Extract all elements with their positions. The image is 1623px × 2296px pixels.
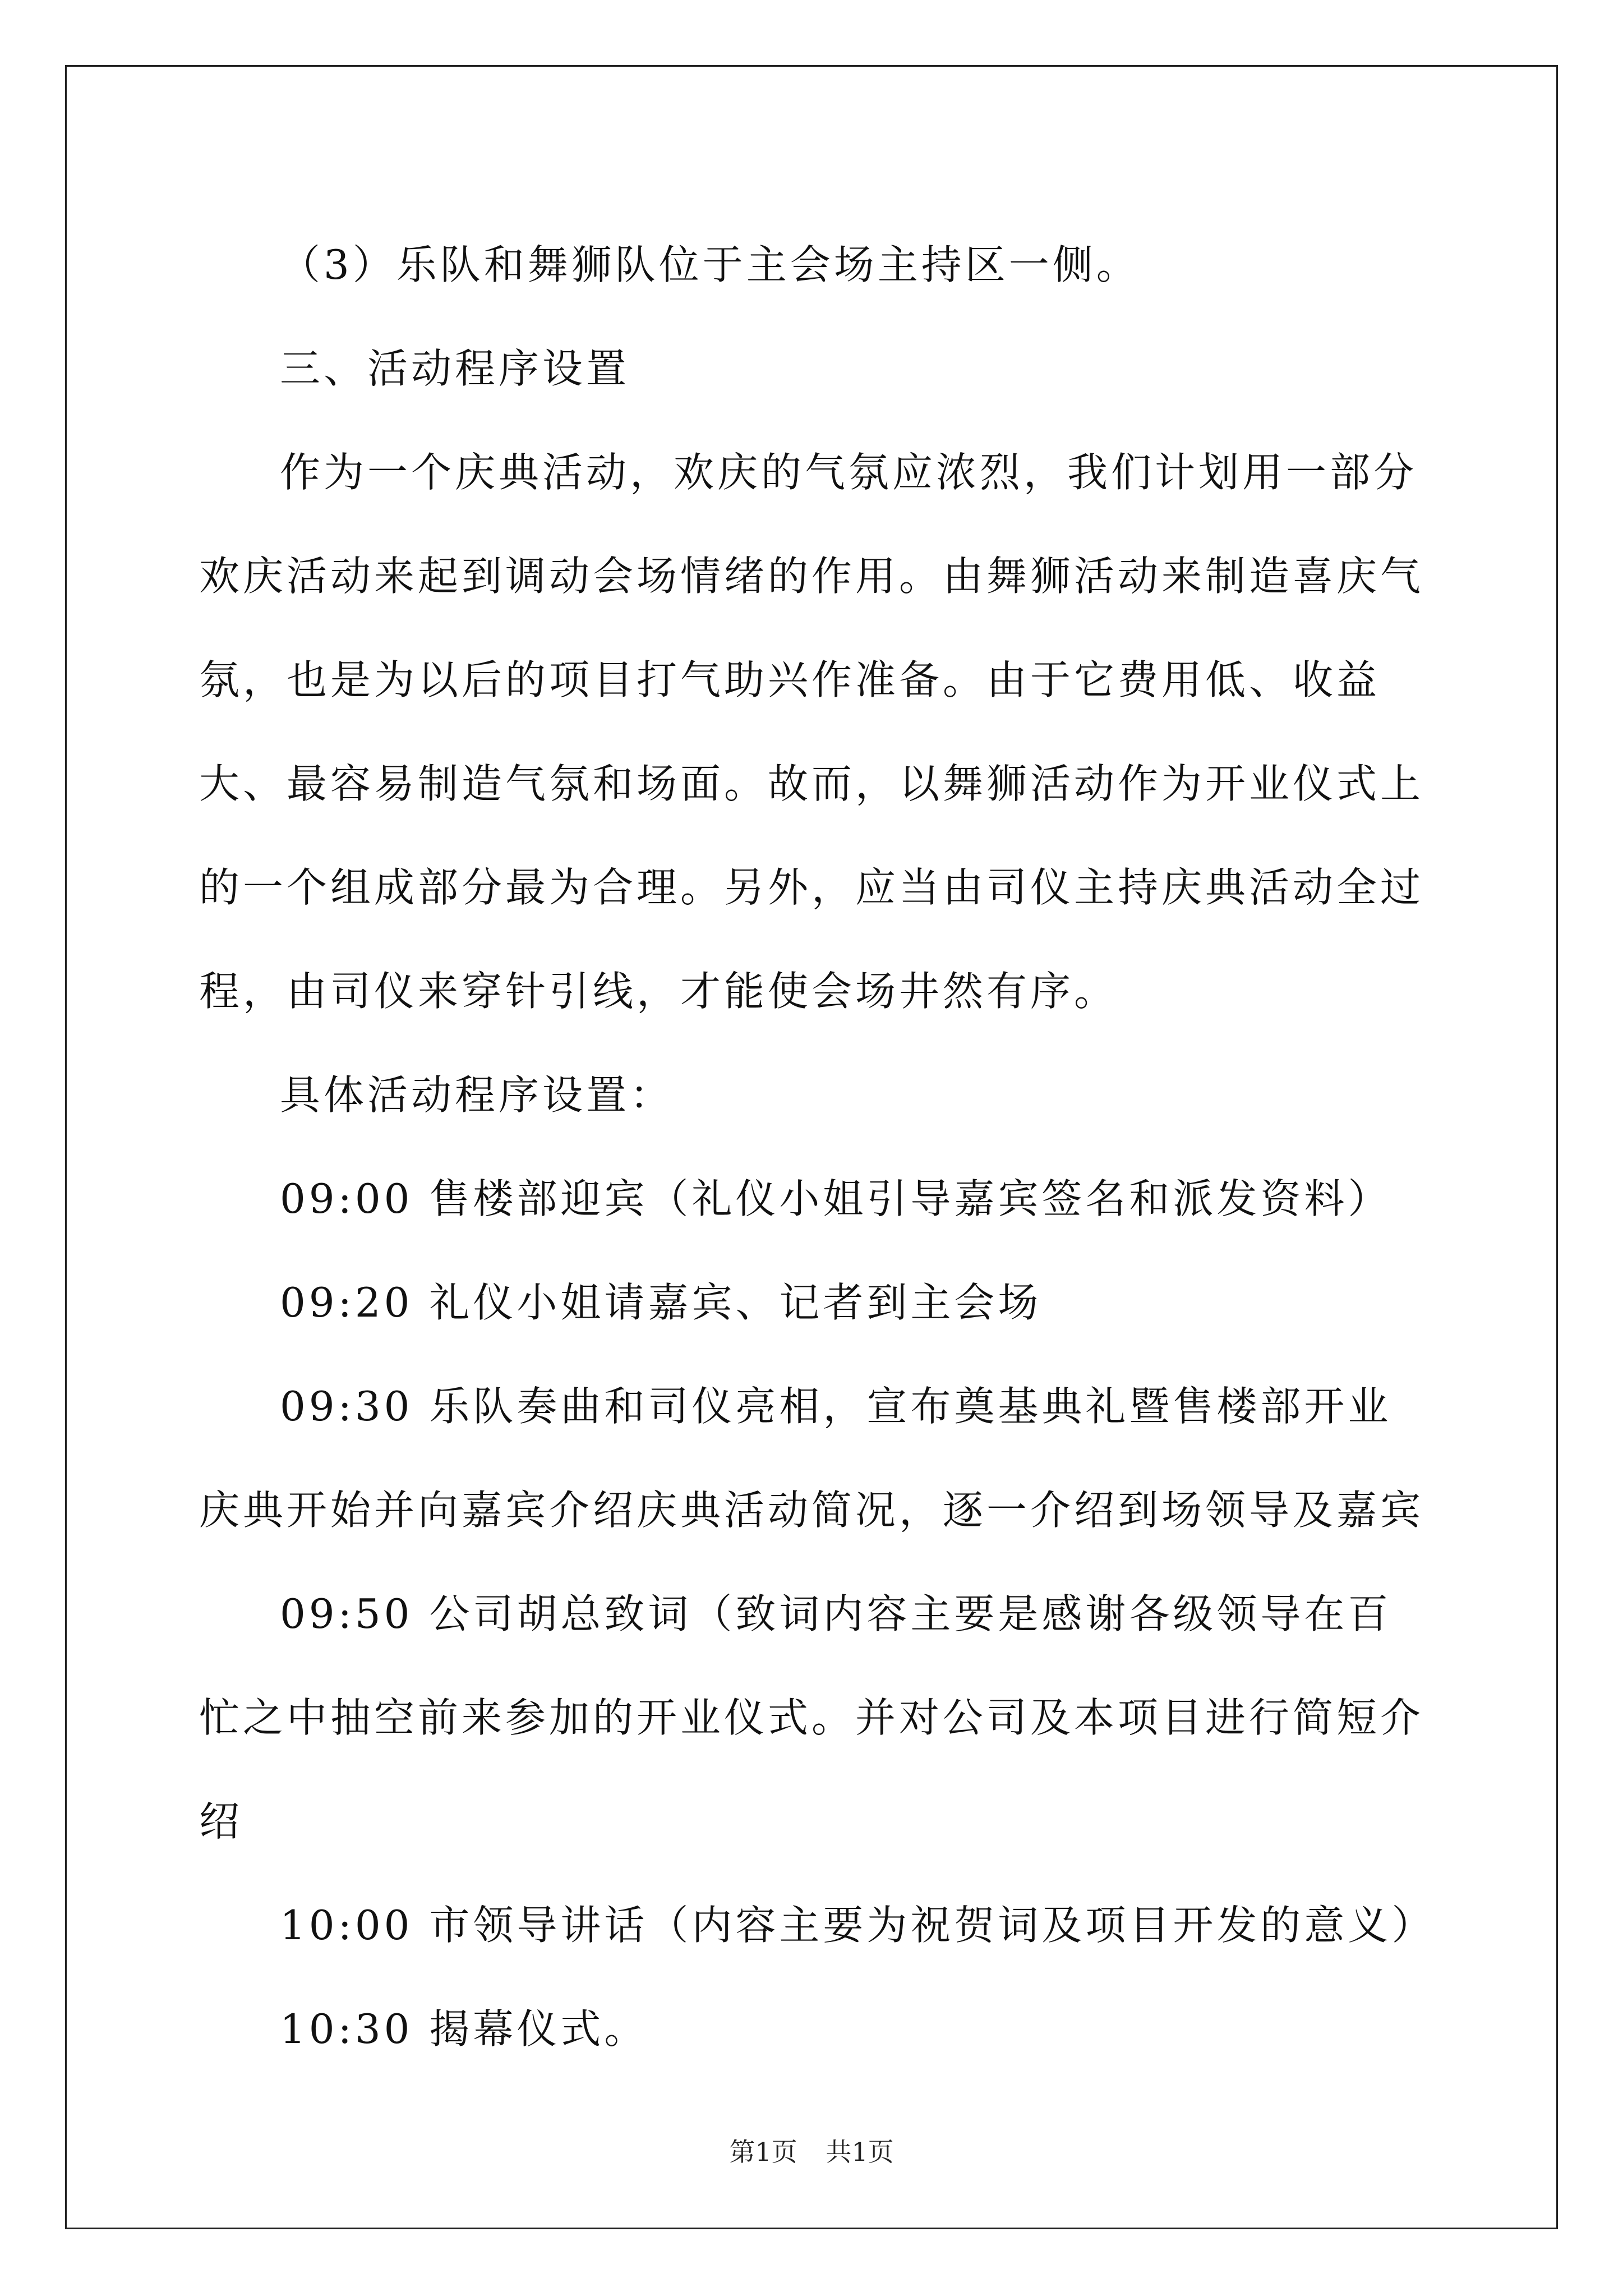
- schedule-item-0900: 09:00 售楼部迎宾（礼仪小姐引导嘉宾签名和派发资料）: [280, 1175, 1392, 1222]
- section-heading-program: 三、活动程序设置: [280, 345, 630, 392]
- page-footer: [0, 2132, 1623, 2169]
- document-body: [199, 213, 1436, 2081]
- schedule-item-0920: 09:20 礼仪小姐请嘉宾、记者到主会场: [280, 1279, 1042, 1326]
- schedule-item-0950: 09:50 公司胡总致词（致词内容主要是感谢各级领导在百忙之中抽空前来参加的开业仪式。并对公司及本项目进行简短介绍: [199, 1590, 1424, 1845]
- schedule-item-1030: 10:30 揭幕仪式。: [280, 2005, 648, 2053]
- schedule-item-0930: 09:30 乐队奏曲和司仪亮相，宣布奠基典礼暨售楼部开业庆典开始并向嘉宾介绍庆典活动简况，逐一介绍到场领导及嘉宾: [199, 1383, 1424, 1534]
- schedule-item-1000: 10:00 市领导讲话（内容主要为祝贺词及项目开发的意义）: [280, 1902, 1436, 1949]
- page-number: 第1页: [729, 2137, 797, 2167]
- paragraph-band-position: （3）乐队和舞狮队位于主会场主持区一侧。: [280, 241, 1140, 288]
- paragraph-program-intro: 作为一个庆典活动，欢庆的气氛应浓烈，我们计划用一部分欢庆活动来起到调动会场情绪的作用。由舞狮活动来制造喜庆气氛，也是为以后的项目打气助兴作准备。由于它费用低、收益大、最容易制造气氛和场面。故而，以舞狮活动作为开业仪式上的一个组成部分最为合理。另外，应当由司仪主持庆典活动全过程，由司仪来穿针引线，才能使会场井然有序。: [199, 449, 1424, 1015]
- page-total: 共1页: [826, 2137, 894, 2167]
- paragraph-schedule-heading: 具体活动程序设置：: [280, 1071, 674, 1119]
